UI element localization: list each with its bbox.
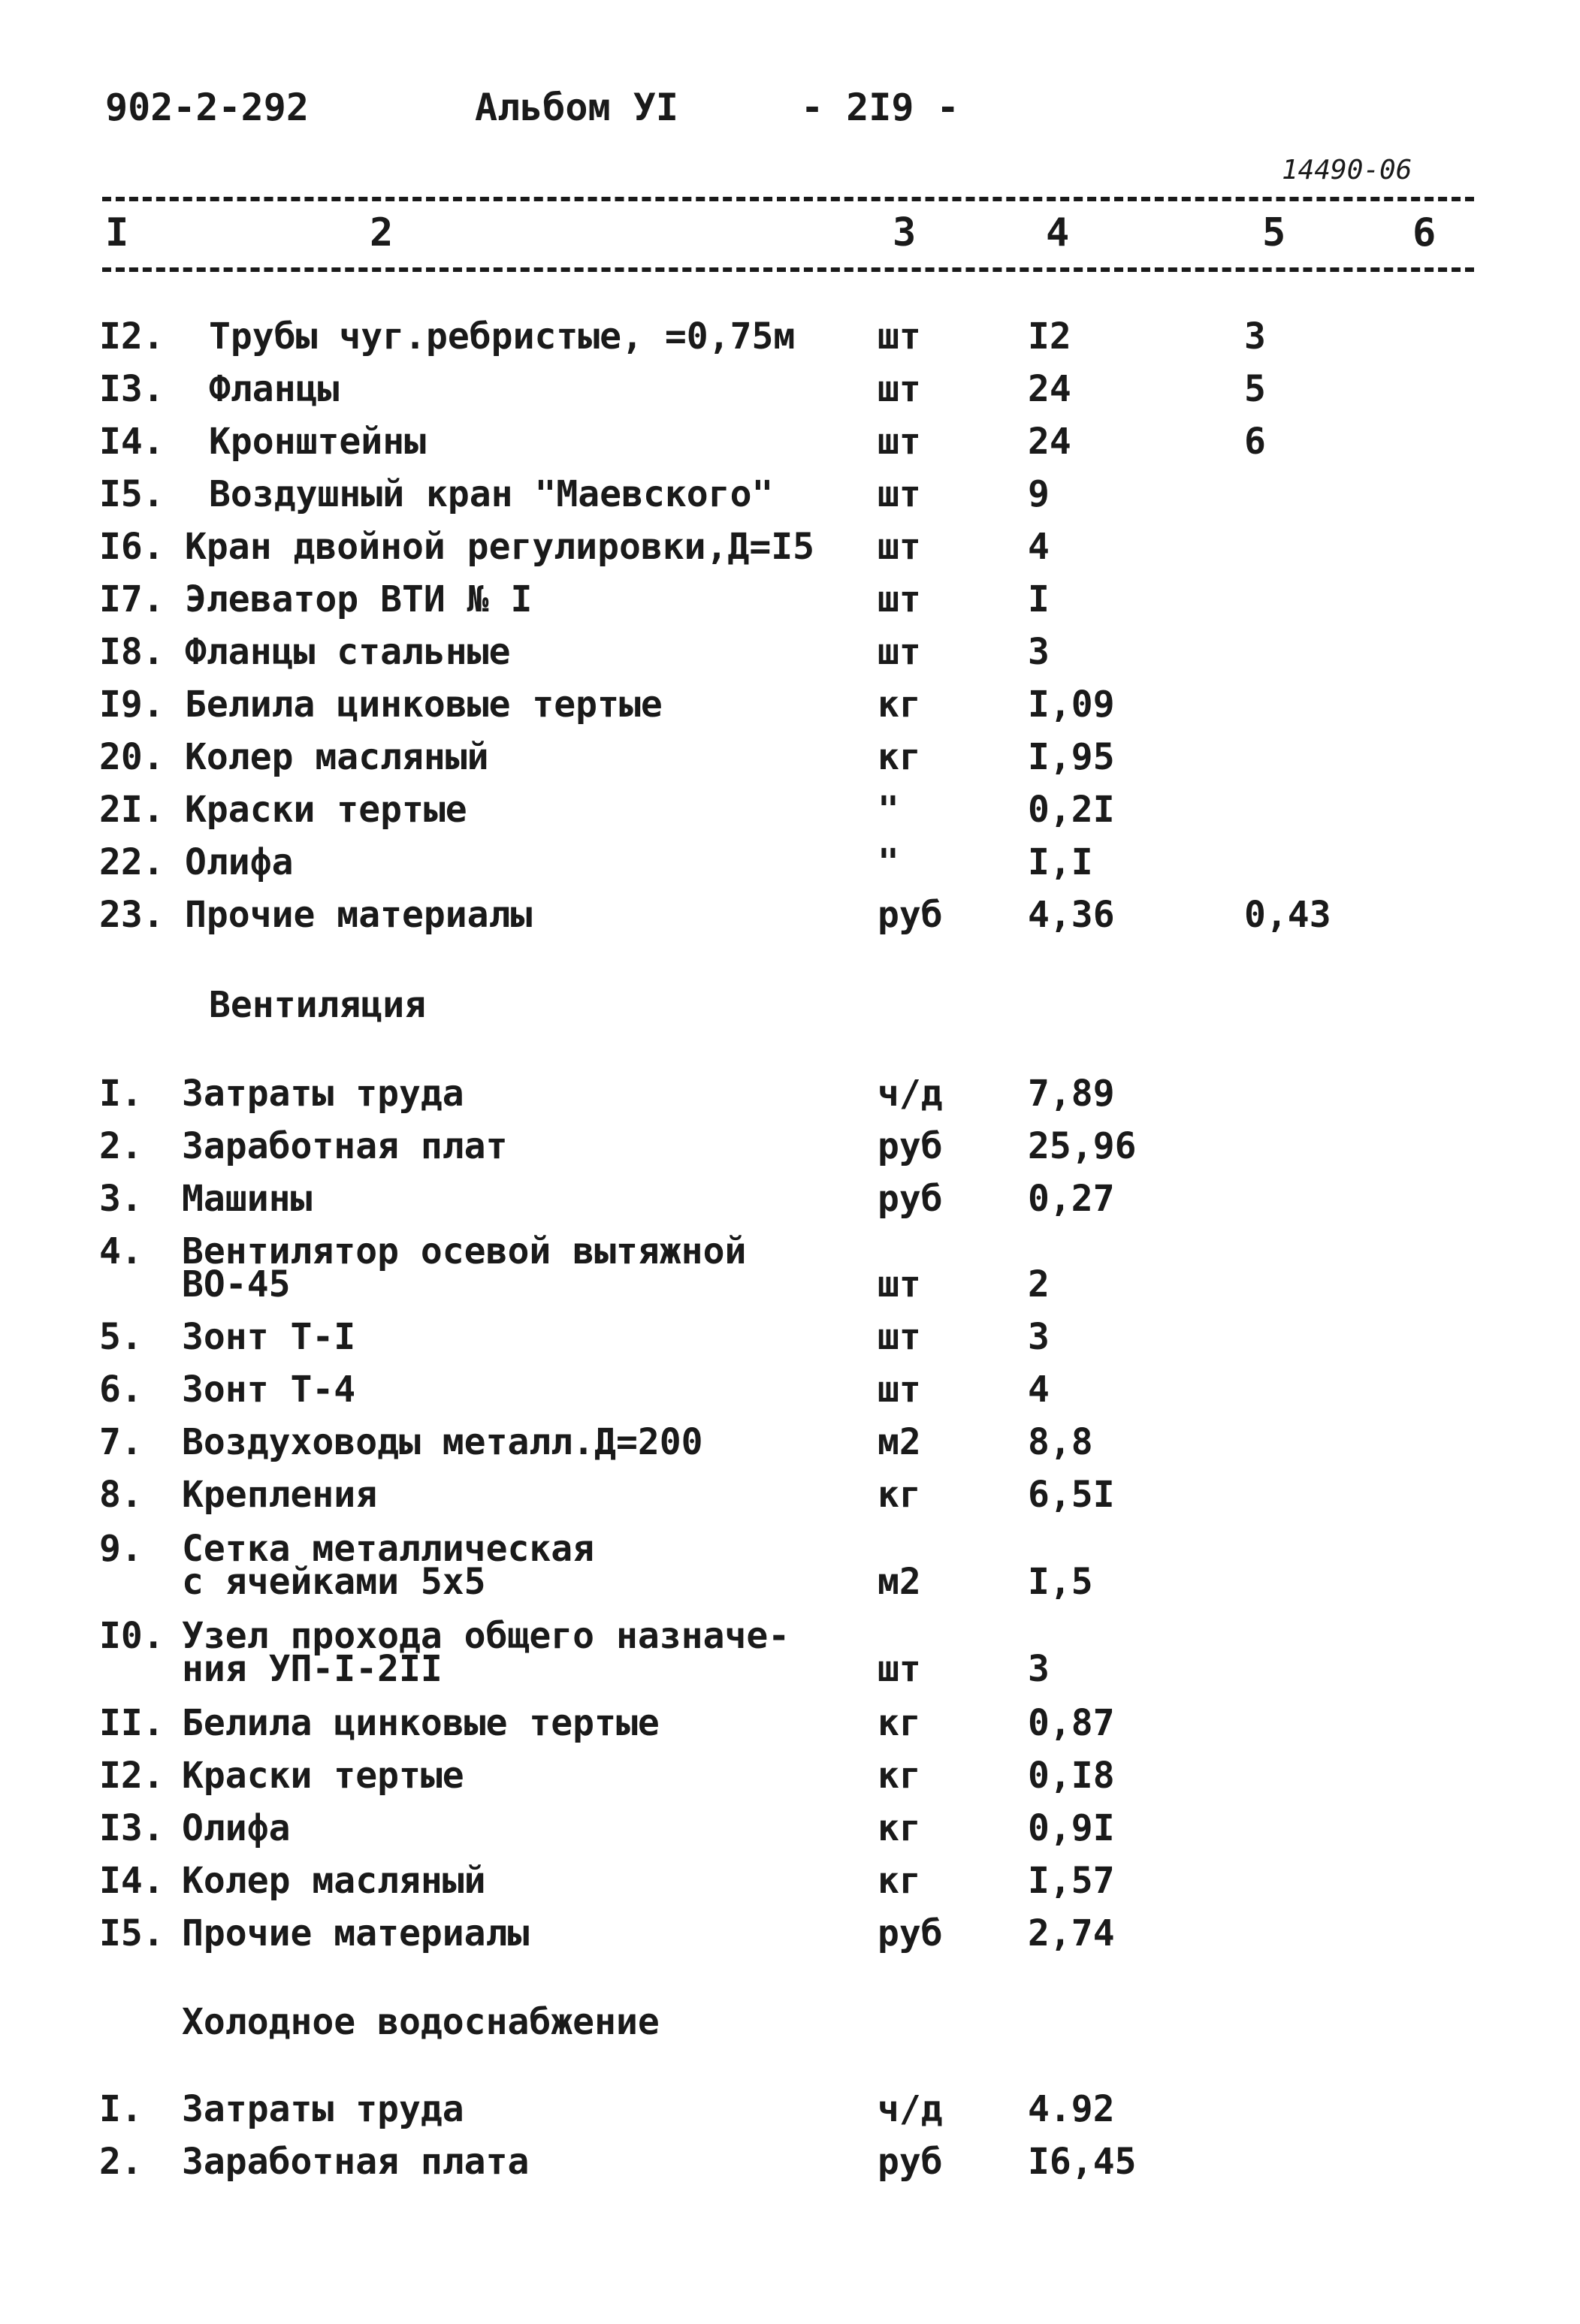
- row-number: I5.: [99, 473, 165, 515]
- row-qty: 2: [1028, 1263, 1050, 1305]
- row-unit: руб: [878, 1125, 943, 1167]
- table-row: [0, 631, 1580, 676]
- row-name: Вентилятор осевой вытяжной: [182, 1230, 747, 1272]
- row-number: 2I.: [99, 789, 165, 831]
- table-row: [0, 315, 1580, 361]
- row-name: Затраты труда: [182, 2088, 464, 2130]
- row-col5: 3: [1244, 315, 1266, 358]
- row-unit: шт: [878, 473, 921, 515]
- row-name: Воздушный кран "Маевского": [209, 473, 774, 515]
- row-name: Кран двойной регулировки,Д=I5: [185, 526, 815, 568]
- table-row: [0, 841, 1580, 886]
- row-unit: шт: [878, 1648, 921, 1690]
- doc-number: 902-2-292: [105, 86, 309, 129]
- row-unit: м2: [878, 1421, 921, 1463]
- row-qty: 0,2I: [1028, 789, 1115, 831]
- row-col5: 6: [1244, 421, 1266, 463]
- row-name: Зонт Т-I: [182, 1316, 356, 1358]
- table-row: [0, 526, 1580, 571]
- row-name: Колер масляный: [185, 736, 489, 778]
- row-number: I5.: [99, 1912, 165, 1954]
- row-unit: шт: [878, 1263, 921, 1305]
- album-label: Альбом УI: [475, 86, 678, 129]
- row-name: Заработная плата: [182, 2141, 530, 2183]
- row-number: 9.: [99, 1528, 143, 1570]
- row-number: 6.: [99, 1369, 143, 1411]
- row-qty: 9: [1028, 473, 1050, 515]
- row-number: I7.: [99, 578, 165, 620]
- row-name: Воздуховоды металл.Д=200: [182, 1421, 703, 1463]
- row-qty: 0,87: [1028, 1702, 1115, 1744]
- col-header-4: 4: [1046, 210, 1070, 255]
- row-name: Заработная плат: [182, 1125, 508, 1167]
- table-row: [0, 473, 1580, 518]
- row-qty: 0,I8: [1028, 1755, 1115, 1797]
- row-number: 3.: [99, 1178, 143, 1220]
- row-unit: шт: [878, 631, 921, 673]
- table-row: [0, 421, 1580, 466]
- row-qty: 24: [1028, 368, 1071, 410]
- row-unit: руб: [878, 1912, 943, 1954]
- table-row: [0, 2141, 1580, 2186]
- table-row: [0, 1125, 1580, 1170]
- row-unit: кг: [878, 1702, 921, 1744]
- col-header-3: 3: [893, 210, 917, 255]
- table-row: [0, 1073, 1580, 1118]
- col-header-1: I: [105, 210, 129, 255]
- row-name: Узел прохода общего назначе-: [182, 1615, 790, 1657]
- table-row: [0, 1702, 1580, 1747]
- row-qty: I: [1028, 578, 1050, 620]
- header-top-rule: [102, 197, 1474, 201]
- row-name: Прочие материалы: [182, 1912, 530, 1954]
- row-qty: 4,36: [1028, 894, 1115, 936]
- table-row: [0, 1369, 1580, 1414]
- row-number: 2.: [99, 1125, 143, 1167]
- row-number: I4.: [99, 1860, 165, 1902]
- table-row: [0, 1615, 1580, 1698]
- table-row: [0, 368, 1580, 413]
- row-number: I8.: [99, 631, 165, 673]
- row-qty: 4: [1028, 526, 1050, 568]
- row-unit: шт: [878, 578, 921, 620]
- row-unit: кг: [878, 736, 921, 778]
- row-unit: шт: [878, 315, 921, 358]
- table-row: [0, 1230, 1580, 1313]
- table-row: [0, 789, 1580, 834]
- row-unit: руб: [878, 1178, 943, 1220]
- row-number: 7.: [99, 1421, 143, 1463]
- row-number: 23.: [99, 894, 165, 936]
- row-unit: шт: [878, 1316, 921, 1358]
- row-unit: ": [878, 789, 899, 831]
- row-number: 2.: [99, 2141, 143, 2183]
- header-bottom-rule: [102, 267, 1474, 272]
- row-qty: I,57: [1028, 1860, 1115, 1902]
- row-number: I.: [99, 2088, 143, 2130]
- row-qty: 3: [1028, 631, 1050, 673]
- row-unit: шт: [878, 368, 921, 410]
- row-number: 22.: [99, 841, 165, 883]
- row-qty: 8,8: [1028, 1421, 1093, 1463]
- row-unit: кг: [878, 1755, 921, 1797]
- row-name: Белила цинковые тертые: [185, 684, 663, 726]
- row-number: I3.: [99, 1807, 165, 1849]
- row-unit: шт: [878, 526, 921, 568]
- row-unit: кг: [878, 1474, 921, 1516]
- row-qty: I,I: [1028, 841, 1093, 883]
- row-qty: 4.92: [1028, 2088, 1115, 2130]
- row-unit: руб: [878, 894, 943, 936]
- row-col5: 0,43: [1244, 894, 1331, 936]
- table-row: [0, 2088, 1580, 2133]
- row-number: II.: [99, 1702, 165, 1744]
- table-row: [0, 1316, 1580, 1361]
- row-unit: шт: [878, 1369, 921, 1411]
- row-qty: 3: [1028, 1648, 1050, 1690]
- row-unit: кг: [878, 684, 921, 726]
- section-title-ventilation: Вентиляция: [209, 984, 426, 1026]
- section-title-cold-water: Холодное водоснабжение: [182, 2001, 660, 2043]
- row-name: Олифа: [182, 1807, 291, 1849]
- row-number: 20.: [99, 736, 165, 778]
- row-number: I6.: [99, 526, 165, 568]
- table-row: [0, 684, 1580, 729]
- table-row: [0, 1528, 1580, 1610]
- row-unit: руб: [878, 2141, 943, 2183]
- row-name-line2: с ячейками 5х5: [182, 1561, 486, 1603]
- table-row: [0, 1755, 1580, 1800]
- row-name: Белила цинковые тертые: [182, 1702, 660, 1744]
- row-name: Колер масляный: [182, 1860, 486, 1902]
- row-qty: 2,74: [1028, 1912, 1115, 1954]
- page-number: - 2I9 -: [801, 86, 959, 129]
- row-name: Краски тертые: [182, 1755, 464, 1797]
- row-name: Трубы чуг.ребристые, =0,75м: [209, 315, 796, 358]
- row-name: Олифа: [185, 841, 294, 883]
- row-unit: м2: [878, 1561, 921, 1603]
- table-row: [0, 1421, 1580, 1466]
- row-qty: 24: [1028, 421, 1071, 463]
- table-row: [0, 578, 1580, 623]
- row-number: I.: [99, 1073, 143, 1115]
- row-unit: ": [878, 841, 899, 883]
- row-name: Краски тертые: [185, 789, 467, 831]
- row-number: 8.: [99, 1474, 143, 1516]
- row-qty: I2: [1028, 315, 1071, 358]
- row-number: 5.: [99, 1316, 143, 1358]
- row-unit: кг: [878, 1860, 921, 1902]
- row-name: Фланцы стальные: [185, 631, 511, 673]
- row-name: Крепления: [182, 1474, 378, 1516]
- row-name: Затраты труда: [182, 1073, 464, 1115]
- row-qty: 7,89: [1028, 1073, 1115, 1115]
- row-name: Машины: [182, 1178, 313, 1220]
- row-name: Кронштейны: [209, 421, 426, 463]
- col-header-5: 5: [1262, 210, 1286, 255]
- row-qty: 0,27: [1028, 1178, 1115, 1220]
- row-qty: 0,9I: [1028, 1807, 1115, 1849]
- row-name: Зонт Т-4: [182, 1369, 356, 1411]
- row-number: I0.: [99, 1615, 165, 1657]
- col-header-6: 6: [1412, 210, 1437, 255]
- row-qty: 25,96: [1028, 1125, 1137, 1167]
- row-name: Элеватор ВТИ № I: [185, 578, 533, 620]
- row-unit: ч/д: [878, 1073, 943, 1115]
- row-name-line2: ния УП-I-2II: [182, 1648, 443, 1690]
- table-row: [0, 1912, 1580, 1957]
- row-unit: кг: [878, 1807, 921, 1849]
- row-qty: I,09: [1028, 684, 1115, 726]
- row-name: Сетка металлическая: [182, 1528, 595, 1570]
- table-row: [0, 1807, 1580, 1852]
- row-unit: шт: [878, 421, 921, 463]
- table-row: [0, 1474, 1580, 1519]
- row-name: Фланцы: [209, 368, 340, 410]
- row-unit: ч/д: [878, 2088, 943, 2130]
- row-number: I2.: [99, 1755, 165, 1797]
- table-row: [0, 1860, 1580, 1905]
- row-name-line2: ВО-45: [182, 1263, 291, 1305]
- table-row: [0, 1178, 1580, 1223]
- handwritten-code: 14490-06: [1282, 155, 1412, 186]
- row-number: I2.: [99, 315, 165, 358]
- row-qty: 3: [1028, 1316, 1050, 1358]
- row-qty: I6,45: [1028, 2141, 1137, 2183]
- row-col5: 5: [1244, 368, 1266, 410]
- row-name: Прочие материалы: [185, 894, 533, 936]
- row-qty: 6,5I: [1028, 1474, 1115, 1516]
- row-number: I3.: [99, 368, 165, 410]
- table-row: [0, 894, 1580, 939]
- table-row: [0, 736, 1580, 781]
- row-qty: I,95: [1028, 736, 1115, 778]
- row-qty: 4: [1028, 1369, 1050, 1411]
- row-number: I4.: [99, 421, 165, 463]
- row-number: 4.: [99, 1230, 143, 1272]
- col-header-2: 2: [370, 210, 394, 255]
- row-qty: I,5: [1028, 1561, 1093, 1603]
- row-number: I9.: [99, 684, 165, 726]
